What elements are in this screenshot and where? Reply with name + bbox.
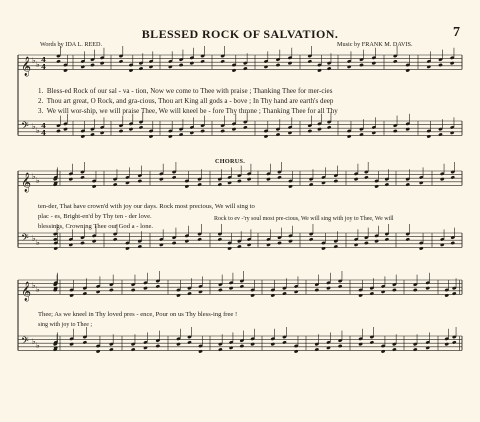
chorus-lyric-4: Rock to ev -'ry soul most pre-cious, We will sing with joy to Thee, We will [214, 216, 394, 222]
note-head [282, 340, 287, 344]
note-head [333, 245, 338, 249]
note-head [176, 293, 181, 297]
flat-icon: ♭ [32, 122, 36, 131]
verse-1 [38, 87, 332, 95]
note-head [247, 243, 252, 247]
treble-clef-icon: 𝄞 [21, 172, 32, 193]
note-head [243, 125, 248, 129]
note-head [333, 179, 338, 183]
note-head [139, 67, 144, 71]
note-head [237, 245, 242, 249]
note-head [347, 65, 352, 69]
note-head [354, 177, 359, 181]
note-head [218, 237, 223, 241]
note-head [68, 177, 73, 181]
note-head [277, 241, 282, 245]
note-head [100, 61, 105, 65]
note-head [405, 127, 410, 131]
note-head [317, 68, 322, 72]
note-head [131, 348, 136, 352]
note-head [159, 243, 164, 247]
note-head [266, 243, 271, 247]
note-head [326, 346, 331, 350]
note-head [218, 348, 223, 352]
note-head [321, 181, 326, 185]
note-head [307, 129, 312, 133]
note-head [440, 243, 445, 247]
note-head [405, 183, 410, 187]
note-head [155, 344, 160, 348]
flat-icon: ♭ [36, 238, 40, 247]
note-head [371, 131, 376, 135]
note-head [247, 177, 252, 181]
note-head [370, 340, 375, 344]
note-head [425, 286, 430, 290]
note-head [438, 63, 443, 67]
note-head [139, 125, 144, 129]
bass-clef-icon: 𝄢 [21, 335, 29, 349]
chorus-lyric-2: plac - es, Bright-en'd by Thy ten - der love. [38, 213, 152, 220]
note-head [288, 61, 293, 65]
time-signature: 4 [41, 128, 47, 138]
note-head [69, 342, 74, 346]
note-head [426, 65, 431, 69]
note-head [96, 290, 101, 294]
note-head [218, 288, 223, 292]
note-head [155, 284, 160, 288]
verse-1-text: Bless-ed Rock of our sal - va - tion, Now we come to Thee with praise ; Thanking Thee for mer-cies [46, 87, 333, 95]
note-head [100, 131, 105, 135]
note-head [113, 183, 118, 187]
note-head [294, 290, 299, 294]
words-credit: Words by IDA L. REED. [40, 41, 103, 48]
note-head [425, 346, 430, 350]
verse-3 [38, 107, 338, 115]
note-head [179, 63, 184, 67]
note-head [129, 127, 134, 131]
note-head [288, 239, 293, 243]
note-head [364, 241, 369, 245]
note-head [187, 340, 192, 344]
hymn-title: BLESSED ROCK OF SALVATION. [141, 27, 339, 41]
note-head [168, 65, 173, 69]
note-head [364, 175, 369, 179]
note-head [92, 239, 97, 243]
note-head [80, 65, 85, 69]
bass-clef-icon: 𝄢 [21, 120, 29, 134]
note-head [218, 183, 223, 187]
note-head [450, 131, 455, 135]
note-head [176, 342, 181, 346]
note-head [307, 59, 312, 63]
flat-icon: ♭ [32, 172, 36, 181]
note-head [413, 288, 418, 292]
note-head [276, 63, 281, 67]
time-signature: 4 [41, 121, 47, 131]
flat-icon: ♭ [36, 341, 40, 350]
note-head [374, 184, 379, 188]
note-head [359, 133, 364, 137]
note-head [237, 179, 242, 183]
note-head [347, 134, 352, 138]
note-head [405, 68, 410, 72]
note-head [137, 179, 142, 183]
note-head [294, 349, 299, 353]
note-head [374, 239, 379, 243]
verse-2 [38, 97, 333, 105]
note-head [358, 293, 363, 297]
note-head [452, 292, 457, 296]
note-head [143, 286, 148, 290]
note-head [450, 175, 455, 179]
note-head [149, 134, 154, 138]
note-head [282, 292, 287, 296]
flat-icon: ♭ [36, 60, 40, 69]
note-head [83, 340, 88, 344]
note-head [232, 68, 237, 72]
note-head [440, 177, 445, 181]
note-head [90, 63, 95, 67]
verse-1-number: 1. [38, 87, 44, 95]
chorus-lyric-6: sing with joy to Thee ; [38, 322, 93, 328]
note-head [419, 181, 424, 185]
note-head [264, 65, 269, 69]
note-head [270, 293, 275, 297]
note-head [326, 286, 331, 290]
flat-icon: ♭ [32, 337, 36, 346]
chorus-lyric-1: ten-der, That have crown'd with joy our days. Rock most precious, We will sing to [38, 203, 255, 210]
note-head [197, 183, 202, 187]
note-head [392, 288, 397, 292]
note-head [197, 237, 202, 241]
note-head [381, 290, 386, 294]
note-head [179, 133, 184, 137]
page-number: 7 [453, 25, 460, 40]
flat-icon: ♭ [32, 56, 36, 65]
note-head [354, 243, 359, 247]
note-head [270, 342, 275, 346]
note-head [250, 342, 255, 346]
verse-3-text: We will wor-ship, we will praise Thee, We will kneel be - fore Thy throne ; Thanking Thee for all Thy [46, 107, 338, 115]
flat-icon: ♭ [32, 281, 36, 290]
note-head [149, 65, 154, 69]
note-head [56, 59, 61, 63]
note-head [80, 175, 85, 179]
verse-2-number: 2. [38, 97, 44, 105]
note-head [63, 68, 68, 72]
note-head [227, 181, 232, 185]
note-head [125, 181, 130, 185]
note-head [198, 290, 203, 294]
note-head [185, 239, 190, 243]
note-head [90, 133, 95, 137]
note-head [240, 344, 245, 348]
note-head [438, 133, 443, 137]
note-head [185, 184, 190, 188]
time-signature: 4 [41, 55, 47, 65]
note-head [125, 246, 130, 250]
note-head [68, 243, 73, 247]
note-head [392, 348, 397, 352]
note-head [327, 67, 332, 71]
note-head [229, 346, 234, 350]
note-head [338, 284, 343, 288]
note-head [172, 241, 177, 245]
note-head [314, 348, 319, 352]
note-head [444, 342, 449, 346]
note-head [277, 175, 282, 179]
note-head [385, 237, 390, 241]
note-head [131, 288, 136, 292]
note-head [56, 129, 61, 133]
note-head [53, 237, 58, 241]
note-head [198, 349, 203, 353]
note-head [159, 177, 164, 181]
note-head [220, 59, 225, 63]
note-head [229, 286, 234, 290]
note-head [450, 241, 455, 245]
note-head [266, 177, 271, 181]
note-head [63, 127, 68, 131]
note-head [338, 344, 343, 348]
note-head [359, 63, 364, 67]
note-head [129, 68, 134, 72]
note-head [243, 67, 248, 71]
note-head [96, 349, 101, 353]
note-head [168, 134, 173, 138]
note-head [190, 61, 195, 65]
flat-icon: ♭ [36, 285, 40, 294]
note-head [314, 288, 319, 292]
verse-2-text: Thou art great, O Rock, and gra-cious, Thou art King all gods a - bove ; In Thy hand are earth's deep [46, 97, 334, 105]
note-head [288, 184, 293, 188]
note-head [444, 293, 449, 297]
note-head [309, 237, 314, 241]
note-head [227, 246, 232, 250]
note-head [200, 59, 205, 63]
note-head [80, 134, 85, 138]
note-head [80, 241, 85, 245]
treble-clef-icon: 𝄞 [21, 281, 32, 302]
note-head [190, 131, 195, 135]
flat-icon: ♭ [32, 234, 36, 243]
bass-clef-icon: 𝄢 [21, 232, 29, 246]
note-head [119, 59, 124, 63]
note-head [370, 292, 375, 296]
note-head [381, 349, 386, 353]
verse-3-number: 3. [38, 107, 44, 115]
flat-icon: ♭ [36, 176, 40, 185]
chorus-lyric-5: Thee; As we kneel in Thy loved pres - ence, Pour on us Thy bless-ing free ! [38, 311, 238, 318]
note-head [232, 127, 237, 131]
note-head [220, 129, 225, 133]
note-head [321, 246, 326, 250]
note-head [276, 133, 281, 137]
note-head [137, 245, 142, 249]
note-head [109, 348, 114, 352]
note-head [419, 246, 424, 250]
note-head [452, 340, 457, 344]
note-head [405, 237, 410, 241]
note-head [327, 125, 332, 129]
music-credit: Music by FRANK M. DAVIS. [337, 41, 413, 48]
flat-icon: ♭ [36, 126, 40, 135]
time-signature: 4 [41, 62, 47, 72]
note-head [172, 175, 177, 179]
chorus-label: CHORUS. [215, 158, 246, 165]
note-head [371, 61, 376, 65]
note-head [393, 129, 398, 133]
note-head [92, 184, 97, 188]
note-head [450, 61, 455, 65]
note-head [250, 293, 255, 297]
note-head [240, 284, 245, 288]
chorus-lyric-3: blessings, Crowning Thee our God a - lone. [38, 223, 154, 230]
note-head [69, 293, 74, 297]
note-head [288, 131, 293, 135]
note-head [317, 127, 322, 131]
note-head [200, 129, 205, 133]
note-head [109, 288, 114, 292]
note-head [385, 183, 390, 187]
note-head [53, 246, 58, 250]
note-head [187, 292, 192, 296]
note-head [309, 183, 314, 187]
treble-clef-icon: 𝄞 [21, 56, 32, 77]
note-head [83, 292, 88, 296]
note-head [426, 134, 431, 138]
note-head [119, 129, 124, 133]
note-head [358, 342, 363, 346]
note-head [264, 134, 269, 138]
note-head [113, 237, 118, 241]
note-head [393, 59, 398, 63]
note-head [413, 348, 418, 352]
note-head [143, 346, 148, 350]
